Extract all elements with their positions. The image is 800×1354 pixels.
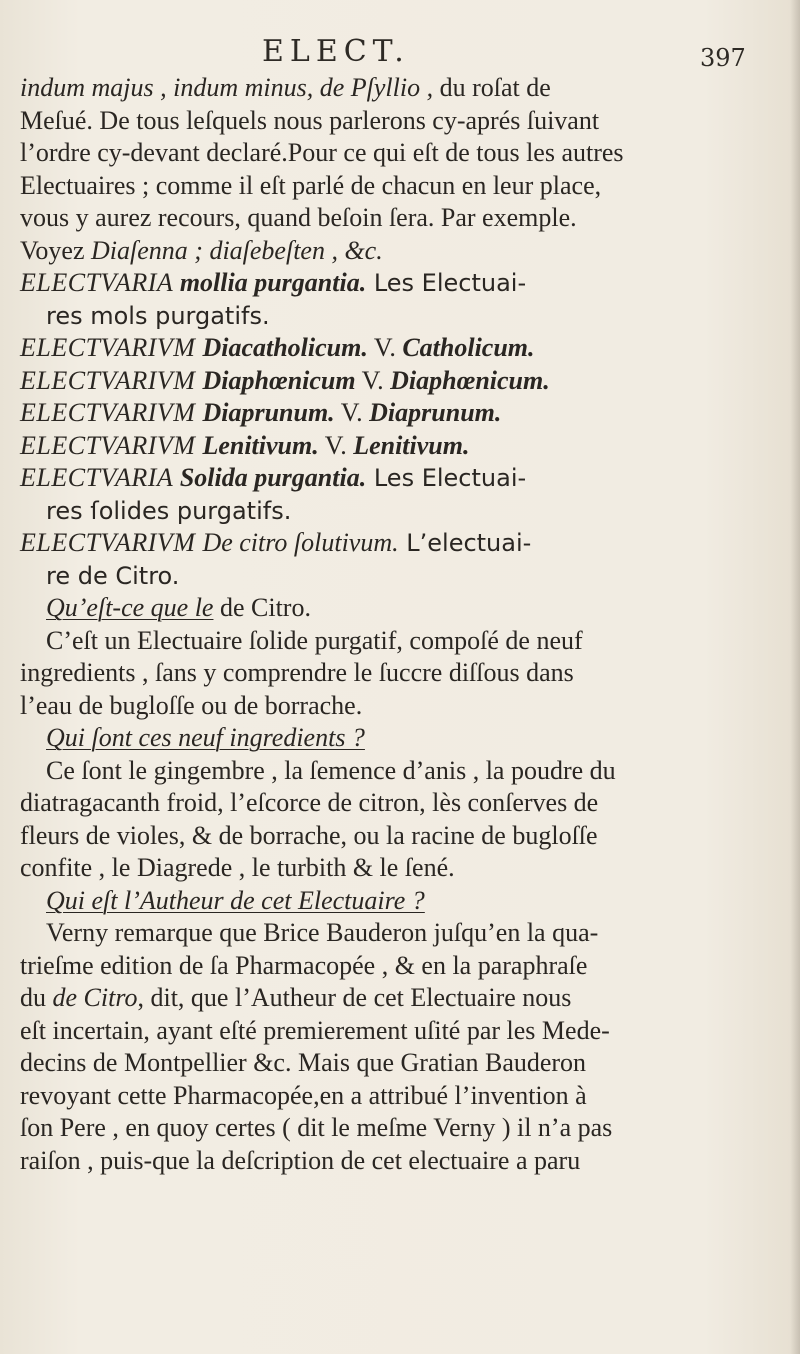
text-segment: Electuaires ; comme il eſt parlé de chacun en leur place, xyxy=(20,170,602,200)
text-line xyxy=(20,72,796,105)
text-line xyxy=(20,235,796,268)
text-line xyxy=(20,820,796,853)
text-segment: V. xyxy=(355,365,391,395)
text-segment: Les Electuai- xyxy=(366,464,527,492)
text-segment: trieſme edition de ſa Pharmacopée , & en la paraphraſe xyxy=(20,950,588,980)
text-segment: , dit, que l’Autheur de cet Electuaire nous xyxy=(137,983,572,1012)
text-segment: mollia purgantia. xyxy=(179,268,367,297)
text-segment: de Citro xyxy=(52,983,138,1012)
page-number: 397 xyxy=(700,44,746,72)
text-segment: revoyant cette Pharmacopée,en a attribué l’invention à xyxy=(20,1080,587,1110)
text-line xyxy=(20,1145,796,1178)
text-segment: l’ordre cy-devant declaré.Pour ce qui eſt de tous les autres xyxy=(20,138,624,167)
text-segment: eſt incertain, ayant eſté premierement uſité par les Mede- xyxy=(20,1015,610,1045)
text-segment: V. xyxy=(367,333,403,362)
text-line xyxy=(20,1112,796,1145)
text-line xyxy=(20,495,796,528)
running-header xyxy=(0,30,800,70)
text-segment: V. xyxy=(318,430,354,460)
text-line xyxy=(20,560,796,593)
text-segment: ingredients , ſans y comprendre le ſuccre diſſous dans xyxy=(20,658,574,687)
text-segment: vous y aurez recours, quand beſoin ſera. Par exemple. xyxy=(20,203,577,232)
text-segment: ELECTVARIVM xyxy=(20,365,203,395)
text-segment: indum majus , indum minus, de Pſyllio , xyxy=(20,73,434,102)
text-segment: Diaprunum. xyxy=(202,398,335,427)
text-line xyxy=(20,690,796,723)
text-segment: Diaphœnicum. xyxy=(390,365,550,395)
page-body xyxy=(20,72,796,1177)
text-segment: Verny remarque que Brice Bauderon juſqu’en la qua- xyxy=(46,918,599,947)
text-segment: ſon Pere , en quoy certes ( dit le meſme Verny ) il n’a pas xyxy=(20,1113,613,1142)
text-line xyxy=(20,1047,796,1080)
text-line xyxy=(20,950,796,983)
text-segment: Qui ſont ces neuf ingredients ? xyxy=(46,723,365,752)
text-line xyxy=(20,657,796,690)
text-line xyxy=(20,300,796,333)
text-line xyxy=(20,105,796,138)
text-line xyxy=(20,592,796,625)
text-line xyxy=(20,365,796,398)
text-segment: Meſué. De tous leſquels nous parlerons cy-aprés ſuivant xyxy=(20,105,600,135)
text-segment: re de Citro. xyxy=(46,561,180,590)
text-segment: du roſat de xyxy=(433,73,551,102)
text-segment: l’eau de bugloſſe ou de borrache. xyxy=(20,690,363,720)
running-title: ELECT. xyxy=(262,34,410,69)
text-segment: Qui eſt l’Autheur de cet Electuaire ? xyxy=(46,885,425,915)
text-segment: V. xyxy=(334,398,370,427)
text-segment: ELECTVARIA xyxy=(20,463,180,492)
text-segment: L’electuai- xyxy=(398,529,532,557)
text-line xyxy=(20,332,796,365)
text-segment: fleurs de violes, & de borrache, ou la racine de bugloſſe xyxy=(20,820,598,850)
text-line xyxy=(20,527,796,560)
text-line xyxy=(20,1015,796,1048)
text-segment: Diacatholicum. xyxy=(202,333,368,362)
text-segment: Lenitivum. xyxy=(202,430,319,460)
text-segment: ELECTVARIVM xyxy=(20,430,203,460)
text-segment: ELECTVARIVM xyxy=(20,333,203,362)
text-segment: ELECTVARIVM xyxy=(20,398,203,427)
text-line xyxy=(20,982,796,1015)
text-segment: raiſon , puis-que la deſcription de cet electuaire a paru xyxy=(20,1145,581,1175)
text-segment: confite , le Diagrede , le turbith & le ſené. xyxy=(20,853,455,882)
text-line xyxy=(20,787,796,820)
text-line xyxy=(20,917,796,950)
text-segment: res mols purgatifs. xyxy=(46,301,270,330)
text-line xyxy=(20,722,796,755)
text-segment: Diaſenna ; diaſebeſten , &c. xyxy=(91,235,383,265)
text-line xyxy=(20,137,796,170)
text-line xyxy=(20,462,796,495)
text-line xyxy=(20,1080,796,1113)
text-segment: Diaphœnicum xyxy=(202,365,356,395)
text-segment: Voyez xyxy=(20,235,92,265)
text-line xyxy=(20,170,796,203)
text-line xyxy=(20,755,796,788)
text-segment: ELECTVARIA xyxy=(20,268,180,297)
text-line xyxy=(20,430,796,463)
text-segment: de Citro. xyxy=(213,593,311,622)
text-segment: decins de Montpellier &c. Mais que Gratian Bauderon xyxy=(20,1048,587,1077)
text-segment: diatragacanth froid, l’eſcorce de citron, lès conſerves de xyxy=(20,788,599,817)
text-segment: De citro ſolutivum. xyxy=(202,528,399,557)
text-segment: du xyxy=(20,983,53,1012)
text-line xyxy=(20,885,796,918)
text-line xyxy=(20,397,796,430)
text-segment: Ce ſont le gingembre , la ſemence d’anis , la poudre du xyxy=(46,755,616,785)
text-segment: Solida purgantia. xyxy=(179,463,367,492)
text-segment: Catholicum. xyxy=(402,333,535,362)
text-line xyxy=(20,852,796,885)
text-segment: C’eſt un Electuaire ſolide purgatif, compoſé de neuf xyxy=(46,625,583,655)
text-line xyxy=(20,202,796,235)
text-segment: Diaprunum. xyxy=(369,398,502,427)
text-segment: Qu’eſt-ce que le xyxy=(46,593,214,622)
text-segment: Les Electuai- xyxy=(366,269,527,297)
text-segment: Lenitivum. xyxy=(353,430,470,460)
text-segment: ELECTVARIVM xyxy=(20,528,203,557)
text-line xyxy=(20,625,796,658)
text-line xyxy=(20,267,796,300)
text-segment: res ſolides purgatifs. xyxy=(46,496,292,525)
